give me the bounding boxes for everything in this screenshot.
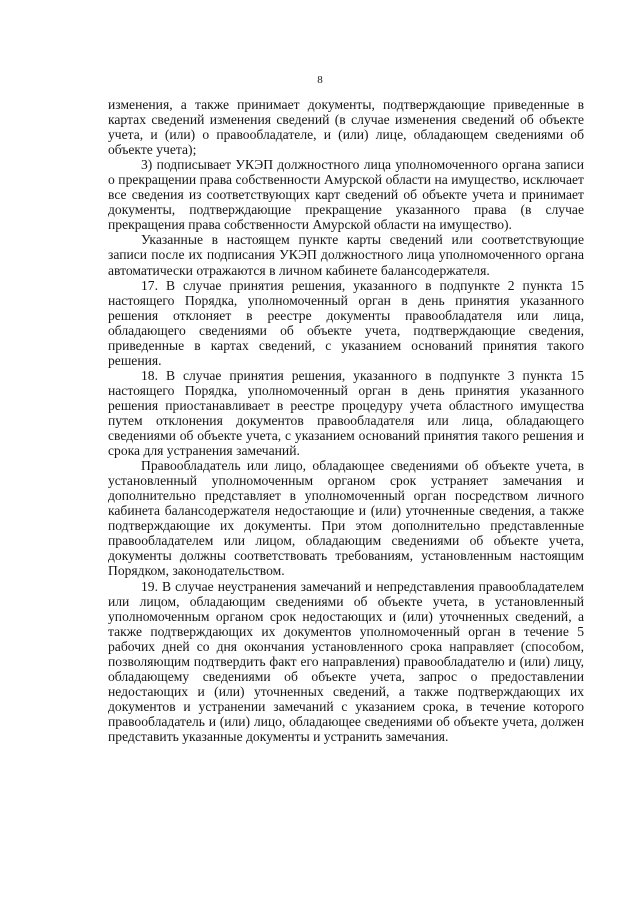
paragraph-cards-reflection: Указанные в настоящем пункте карты сведений или соответствующие записи после их подписания УКЭП должностного лица уполномоченного органа автоматически отражаются в личном кабинете балансодержателя.	[108, 232, 584, 278]
paragraph-clause-17: 17. В случае принятия решения, указанного в подпункте 2 пункта 15 настоящего Порядка, уполномоченный орган в день принятия указанного решения отклоняет в реестре документы правообладателя или лица, обладающего сведениями об объекте учета, подтверждающие сведения, приведенные в картах сведений, с указанием оснований принятия такого решения.	[108, 277, 584, 368]
document-body	[108, 97, 584, 744]
paragraph-clause-18: 18. В случае принятия решения, указанного в подпункте 3 пункта 15 настоящего Порядка, уполномоченный орган в день принятия указанного решения приостанавливает в реестре процедуру учета областного имущества путем отклонения документов правообладателя или лица, обладающего сведениями об объекте учета, с указанием оснований принятия такого решения и срока для устранения замечаний.	[108, 367, 584, 459]
page-number: 8	[317, 74, 323, 86]
paragraph-continuation-changes: изменения, а также принимает документы, подтверждающие приведенные в картах сведений изменения сведений (в случае изменения сведений об объекте учета, и (или) о правообладателе, и (или) лице, обладающем сведениями об объекте учета);	[108, 97, 584, 158]
paragraph-remarks-elimination: Правообладатель или лицо, обладающее сведениями об объекте учета, в установленный уполномоченным органом срок устраняет замечания и дополнительно представляет в уполномоченный орган посредством личного кабинета балансодержателя недостающие и (или) уточненные сведения, а также подтверждающие их документы. При этом дополнительно представленные правообладателем или лицом, обладающим сведениями об объекте учета, документы должны соответствовать требованиям, установленным настоящим Порядком, законодательством.	[108, 458, 584, 579]
paragraph-clause-19: 19. В случае неустранения замечаний и непредставления правообладателем или лицом, обладающим сведениями об объекте учета, в установленный уполномоченным органом срок недостающих и (или) уточненных сведений, а также подтверждающих их документов уполномоченный орган в течение 5 рабочих дней со дня окончания установленного срока направляет (способом, позволяющим подтвердить факт его направления) правообладателю и (или) лицу, обладающему сведениями об объекте учета, запрос о предоставлении недостающих и (или) уточненных сведений, а также подтверждающих их документов и устранении замечаний с указанием срока, в течение которого правообладатель и (или) лицо, обладающее сведениями об объекте учета, должен представить указанные документы и устранить замечания.	[108, 578, 584, 744]
paragraph-item-3-termination: 3) подписывает УКЭП должностного лица уполномоченного органа записи о прекращении права собственности Амурской области на имущество, исключает все сведения из соответствующих карт сведений об объекте учета и принимает документы, подтверждающие прекращение указанного права (в случае прекращения права собственности Амурской области на имущество).	[108, 157, 584, 233]
